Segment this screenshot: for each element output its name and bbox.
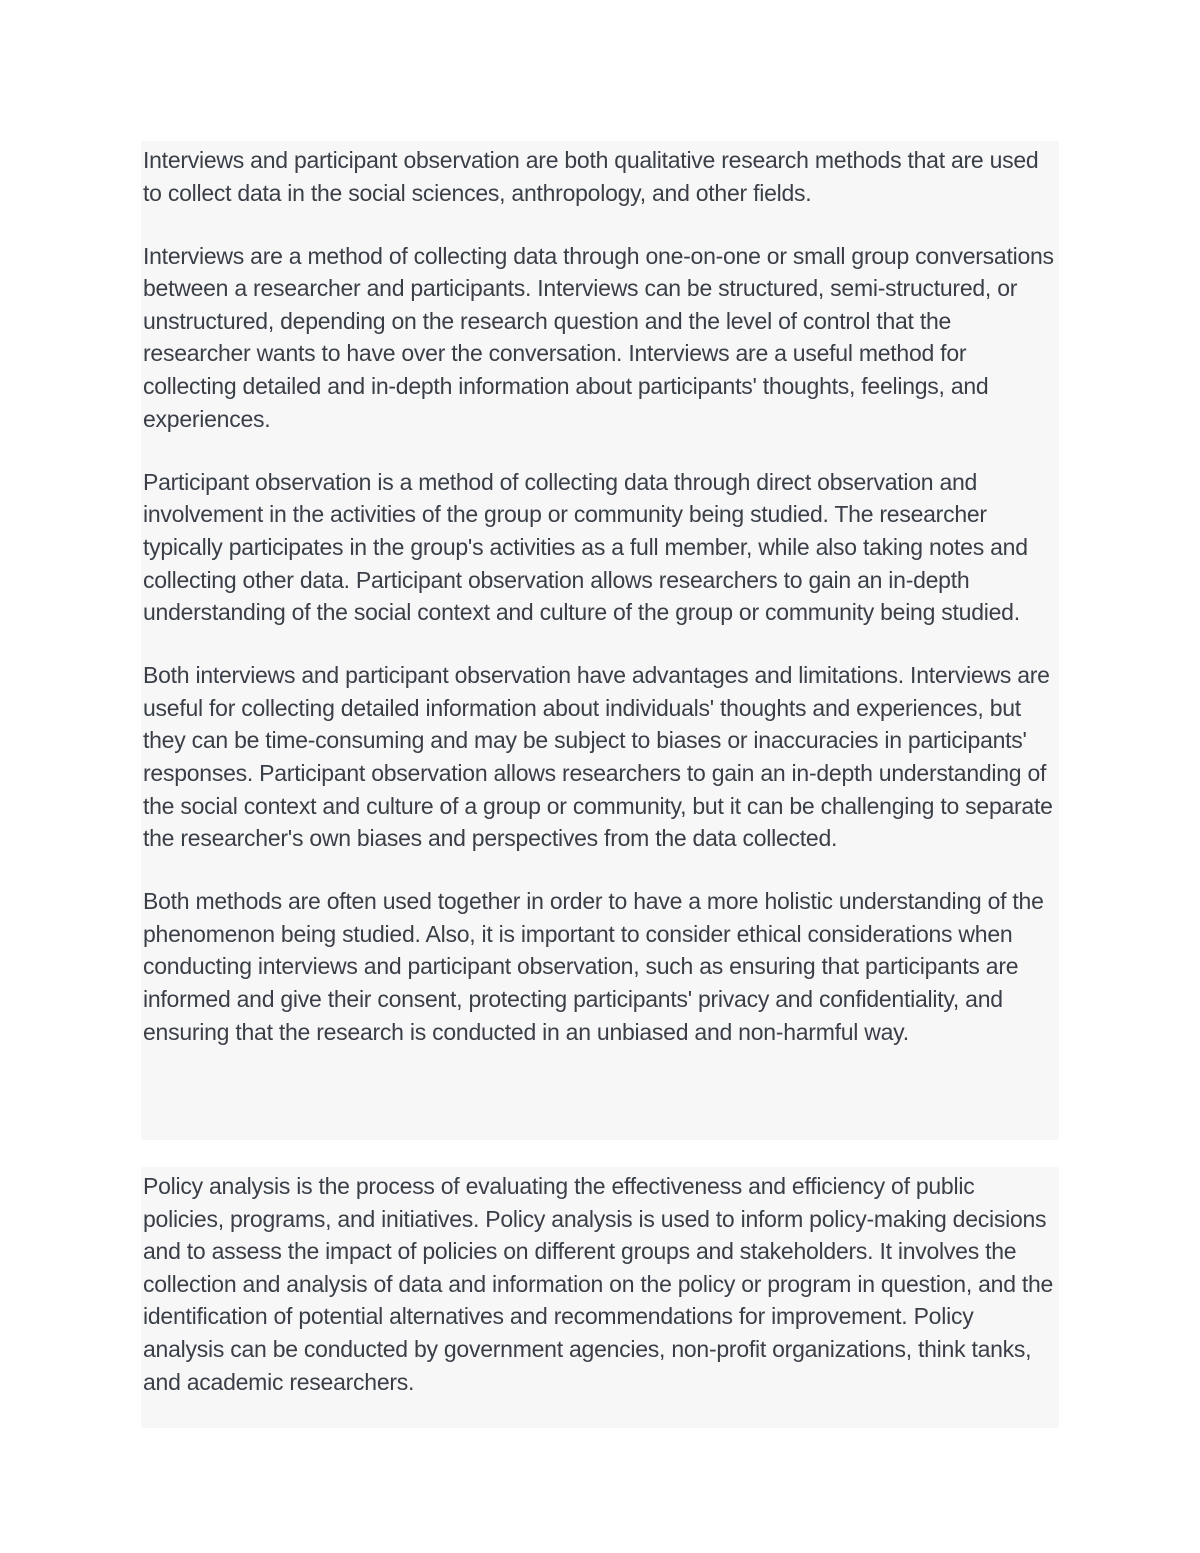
paragraph-participant-observation: Participant observation is a method of collecting data through direct observation and involvement in the activities of the group or community being studied. The researcher typically participates in the group's activities as a full member, while also taking notes and collecting other data. Participant observation allows researchers to gain an in-depth understanding of the social context and culture of the group or community being studied.: [143, 468, 1028, 626]
paragraph-intro: Interviews and participant observation are both qualitative research methods that are used to collect data in the social sciences, anthropology, and other fields.: [143, 147, 1039, 206]
paragraph-policy-analysis: Policy analysis is the process of evaluating the effectiveness and efficiency of public policies, programs, and initiatives. Policy analysis is used to inform policy-making decisions and to assess the impact of policies on different groups and stakeholders. It involves the collection and analysis of data and information on the policy or program in question, and the identification of potential alternatives and recommendations for improvement. Policy analysis can be conducted by government agencies, non-profit organizations, think tanks, and academic researchers.: [143, 1173, 1054, 1395]
paragraph-interviews: Interviews are a method of collecting data through one-on-one or small group conversations between a researcher and participants. Interviews can be structured, semi-structured, or unstructured, depending on the research question and the level of control that the researcher wants to have over the conversation. Interviews are a useful method for collecting detailed and in-depth information about participants' thoughts, feelings, and experiences.: [143, 242, 1054, 432]
response-block-research-methods: [141, 141, 1059, 1140]
paragraph-combined-methods-ethics: Both methods are often used together in order to have a more holistic understanding of the phenomenon being studied. Also, it is important to consider ethical considerations when conducting interviews and participant observation, such as ensuring that participants are informed and give their consent, protecting participants' privacy and confidentiality, and ensuring that the research is conducted in an unbiased and non-harmful way.: [143, 888, 1044, 1045]
response-block-policy-analysis: [141, 1167, 1059, 1428]
paragraph-advantages-limitations: Both interviews and participant observation have advantages and limitations. Interviews are useful for collecting detailed information about individuals' thoughts and experiences, but they can be time-consuming and may be subject to biases or inaccuracies in participants' responses. Participant observation allows researchers to gain an in-depth understanding of the social context and culture of a group or community, but it can be challenging to separate the researcher's own biases and perspectives from the data collected.: [143, 662, 1053, 852]
